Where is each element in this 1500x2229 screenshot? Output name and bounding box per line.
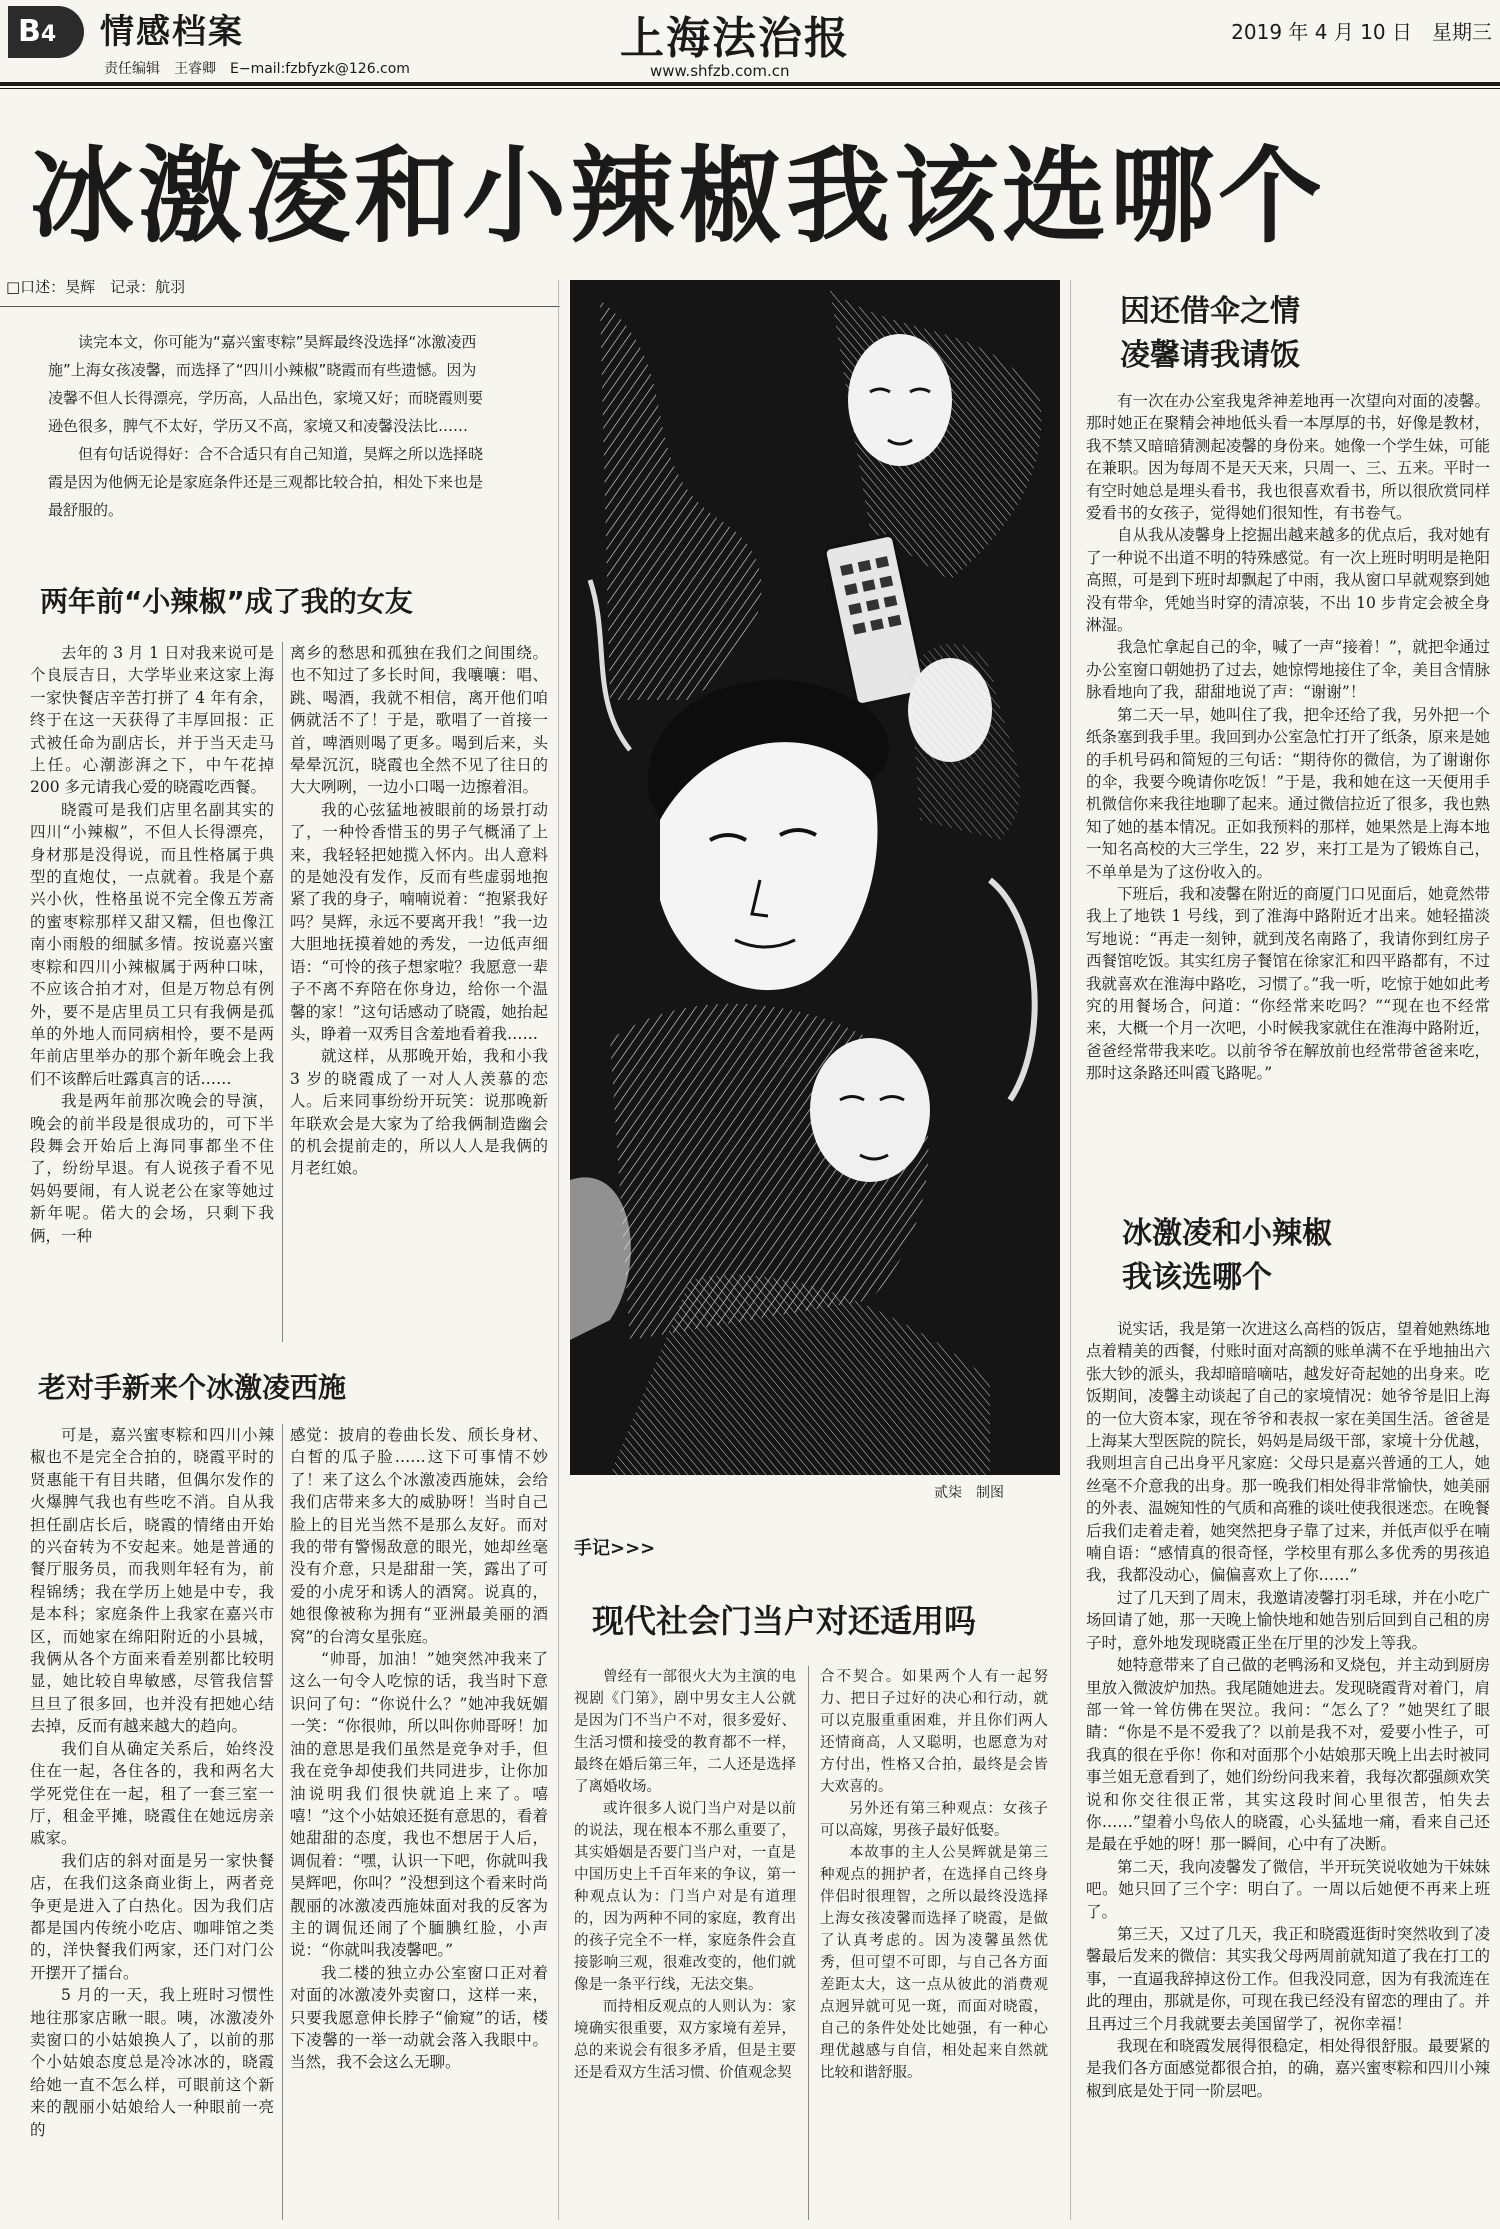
text-column	[1086, 1318, 1490, 2220]
intro-paragraph: 读完本文，你可能为“嘉兴蜜枣粽”昊辉最终没选择“冰激凌西施”上海女孩凌馨，而选择了“四川小辣椒”晓霞而有些遗憾。因为凌馨不但人长得漂亮，学历高，人品出色，家境又好；而晓霞则要逊色很多，脾气不太好，学历又不高，家境又和凌馨没法比……	[48, 333, 484, 435]
paragraph: 过了几天到了周末，我邀请凌馨打羽毛球，并在小吃广场回请了她，那一天晚上愉快地和她告别后回到自己租的房子时，意外地发现晓霞正坐在厅里的沙发上等我。	[1086, 1588, 1490, 1652]
paragraph: 去年的 3 月 1 日对我来说可是个良辰吉日，大学毕业来这家上海一家快餐店辛苦打拼了 4 年有余，终于在这一天获得了丰厚回报：正式被任命为副店长，并于当天走马上任。心潮澎湃之下，中午花掉 200 多元请我心爱的晓霞吃西餐。	[30, 644, 274, 797]
editor-line: 责任编辑 王睿卿 E−mail:fzbfyzk@126.com	[104, 61, 410, 77]
paragraph: 有一次在办公室我鬼斧神差地再一次望向对面的凌馨。那时她正在聚精会神地低头看一本厚厚的书，好像是教材，我不禁又暗暗猜测起凌馨的身份来。她像一个学生妹，可能在兼职。因为每周不是天天来，只周一、三、五来。平时一有空时她总是埋头看书，我也很喜欢看书，所以很欣赏同样爱看书的女孩子，觉得她们很知性，有书卷气。	[1086, 392, 1490, 523]
essay-kicker: 手记>>>	[574, 1538, 656, 1559]
paragraph: 下班后，我和凌馨在附近的商厦门口见面后，她竟然带我上了地铁 1 号线，到了淮海中路附近才出来。她轻描淡写地说：“再走一刻钟，就到茂名南路了，我请你到红房子西餐馆吃饭。其实红房子餐馆在徐家汇和四平路都有，不过我就喜欢在淮海中路吃，习惯了。”我一听，吃惊于她如此考究的用餐场合，问道：“你经常来吃吗？”“现在也不经常来，大概一个月一次吧，小时候我家就住在淮海中路附近，爸爸经常带我来吃。以前爷爷在解放前也经常带爸爸来吃，那时这条路还叫霞飞路呢。”	[1086, 884, 1490, 1083]
article-title: 冰激凌和小辣椒我该选哪个	[30, 135, 1327, 257]
paragraph: 本故事的主人公昊辉就是第三种观点的拥护者，在选择自己终身伴侣时很理智，之所以最终没选择上海女孩凌馨而选择了晓霞，是做了认真考虑的。因为凌馨虽然优秀，但可望不可即，与自己各方面差距太大，这一点从彼此的消费观点迥异就可见一斑，而面对晓霞，自己的条件处处比她强，有一种心理优越感与自信，相处起来自然就比较和谐舒服。	[820, 1845, 1048, 2081]
newspaper-url: www.shfzb.com.cn	[650, 62, 790, 80]
section-heading: 老对手新来个冰激凌西施	[38, 1371, 347, 1404]
column-divider	[1070, 280, 1071, 2220]
paragraph: 可是，嘉兴蜜枣粽和四川小辣椒也不是完全合拍的，晓霞平时的贤惠能干有目共睹，但偶尔发作的火爆脾气我也有些吃不消。自从我担任副店长后，晓霞的情绪由开始的兴奋转为不安起来。她是普通的餐厅服务员，而我则年轻有为，前程锦绣；我在学历上她是中专，我是本科；家庭条件上我家在嘉兴市区，而她家在绵阳附近的小县城，我俩从各个方面来看差别都比较明显，她比较自卑敏感，尽管我信誓旦旦了很多回，也并没有把她心结去掉，反而有越来越大的趋向。	[30, 1426, 274, 1736]
paragraph: 感觉：披肩的卷曲长发、颀长身材、白皙的瓜子脸……这下可事情不妙了！来了这么个冰激凌西施妹，会给我们店带来多大的威胁呀！当时自己脸上的目光当然不是那么友好。而对我的带有警惕敌意的眼光，她却丝毫没有介意，只是甜甜一笑，露出了可爱的小虎牙和诱人的酒窝。说真的，她很像被称为拥有“亚洲最美丽的酒窝”的台湾女星张庭。	[290, 1426, 548, 1646]
paragraph: 第二天一早，她叫住了我，把伞还给了我，另外把一个纸条塞到我手里。我回到办公室急忙打开了纸条，原来是她的手机号码和简短的三句话：“期待你的微信，为了谢谢你的伞，我要今晚请你吃饭！”于是，我和她在这一天便用手机微信你来我往地聊了起来。通过微信拉近了很多，我也熟知了她的基本情况。正如我预料的那样，她果然是上海本地一知名高校的大三学生，22 岁，来打工是为了锻炼自己，不单单是为了这份收入的。	[1086, 705, 1490, 881]
column-divider	[558, 280, 559, 2220]
illustration-art	[570, 280, 1060, 1475]
text-column	[30, 1424, 274, 2220]
essay-title: 现代社会门当户对还适用吗	[592, 1602, 977, 1640]
paragraph: 第二天，我向凌馨发了微信，半开玩笑说收她为干妹妹吧。她只回了三个字：明白了。一周以后她便不再来上班了。	[1086, 1857, 1490, 1921]
column-divider	[808, 1666, 809, 2220]
paragraph: 我们店的斜对面是另一家快餐店，在我们这条商业街上，两者竞争更是进入了白热化。因为我们店都是国内传统小吃店、咖啡馆之类的，洋快餐我们两家，还门对门公开摆开了擂台。	[30, 1851, 274, 1982]
page-number: 4	[40, 22, 57, 47]
section-heading: 因还借伞之情 凌馨请我请饭	[1120, 294, 1300, 373]
paragraph: 我们自从确定关系后，始终没住在一起，各住各的，我和两名大学死党住在一起，租了一套三室一厅，租金平摊，晓霞住在她远房亲戚家。	[30, 1739, 274, 1848]
paragraph: 另外还有第三种观点：女孩子可以高嫁，男孩子最好低娶。	[820, 1801, 1048, 1839]
paragraph: 就这样，从那晚开始，我和小我 3 岁的晓霞成了一对人人羡慕的恋人。后来同事纷纷开玩笑：说那晚新年联欢会是大家为了给我俩制造幽会的机会提前走的，所以人人是我俩的月老红娘。	[290, 1047, 548, 1178]
paragraph: 我急忙拿起自己的伞，喊了一声“接着！”，就把伞通过办公室窗口朝她扔了过去，她惊愕地接住了伞，美目含情脉脉看地向了我，甜甜地说了声：“谢谢”！	[1086, 638, 1490, 702]
section-title: 情感档案	[100, 12, 244, 52]
section-heading: 两年前“小辣椒”成了我的女友	[40, 585, 413, 618]
section-heading: 冰激凌和小辣椒 我该选哪个	[1122, 1216, 1332, 1295]
illustration-image	[570, 280, 1060, 1475]
column-divider	[282, 1424, 283, 2220]
byline-rule	[0, 306, 560, 307]
paragraph: 自从我从凌馨身上挖掘出越来越多的优点后，我对她有了一种说不出道不明的特殊感觉。有一次上班时明明是艳阳高照，可是到下班时却飘起了中雨，我从窗口早就观察到她没有带伞，凭她当时穿的清凉装，不出 10 步肯定会被全身淋湿。	[1086, 526, 1490, 635]
newspaper-logo: 上海法治报	[620, 13, 850, 64]
paragraph: 我二楼的独立办公室窗口正对着对面的冰激凌外卖窗口，这样一来，只要我愿意伸长脖子“偷窥”的话，楼下凌馨的一举一动就会落入我眼中。当然，我不会这么无聊。	[290, 1963, 548, 2072]
paragraph: 或许很多人说门当户对是以前的说法，现在根本不那么重要了，其实婚姻是否要门当户对，一直是中国历史上千百年来的争议，第一种观点认为：门当户对是有道理的，因为两种不同的家庭，教育出的孩子完全不一样，家庭条件会直接影响三观，很难改变的，他们就像是一条平行线，无法交集。	[574, 1801, 796, 1993]
paragraph: 第三天，又过了几天，我正和晓霞逛街时突然收到了凌馨最后发来的微信：其实我父母两周前就知道了我在打工的事，一直逼我辞掉这份工作。但我没同意，因为有我流连在此的理由，那就是你，可现在我已经没有留恋的理由了。并且再过三个月我就要去美国留学了，祝你幸福！	[1086, 1924, 1490, 2033]
text-column	[1086, 390, 1490, 1220]
paragraph: 5 月的一天，我上班时习惯性地往那家店瞅一眼。咦，冰激凌外卖窗口的小姑娘换人了，以前的那个小姑娘态度总是冷冰冰的，晓霞给她一直不怎么样，可眼前这个新来的靓丽小姑娘给人一种眼前一亮的	[30, 1986, 274, 2139]
essay-column	[574, 1666, 796, 2220]
paragraph: 她特意带来了自己做的老鸭汤和叉烧包，并主动到厨房里放入微波炉加热。我尾随她进去。发现晓霞背对着门，肩部一耸一耸仿佛在哭泣。我问：“怎么了？”她哭红了眼睛：“你是不是不爱我了？以前是我不对，爱要小性子，可我真的很在乎你！你和对面那个小姑娘那天晚上出去时被同事兰姐无意看到了，她们纷纷问我来着，我每次都强颜欢笑说和你交往很正常，其实这段时间心里很苦，怕失去你……”望着小鸟依人的晓霞，心头猛地一痛，看来自己还是最在乎她的呀！那一瞬间，心中有了决断。	[1086, 1656, 1490, 1854]
intro-paragraph: 但有句话说得好：合不合适只有自己知道，昊辉之所以选择晓霞是因为他俩无论是家庭条件还是三观都比较合拍，相处下来也是最舒服的。	[48, 445, 484, 519]
text-column	[30, 642, 274, 1342]
paragraph: 我是两年前那次晚会的导演，晚会的前半段是很成功的，可下半段舞会开始后上海同事都坐不住了，纷纷早退。有人说孩子看不见妈妈要闹，有人说老公在家等她过新年呢。偌大的会场，只剩下我俩，一种	[30, 1092, 274, 1245]
paragraph: 说实话，我是第一次进这么高档的饭店，望着她熟练地点着精美的西餐，付账时面对高额的账单满不在乎地抽出六张大钞的派头，我却暗暗嘀咕，越发好奇起她的出身来。吃饭期间，凌馨主动谈起了自己的家境情况：她爷爷是旧上海的一位大资本家，现在爷爷和表叔一家在美国生活。爸爸是上海某大型医院的院长，妈妈是局级干部，家境十分优越，我则坦言自己出身平凡家庭：父母只是嘉兴普通的工人，她丝毫不介意我的出身。那一晚我们相处得非常愉快，她美丽的外表、温婉知性的气质和高雅的谈吐使我很迷恋。在晚餐后我们走着走着，她突然把身子靠了过来，并低声似乎在喃喃自语：“感情真的很奇怪，学校里有那么多优秀的男孩追我，我都没动心，偏偏喜欢上了你……”	[1086, 1320, 1490, 1585]
byline: □口述：昊辉 记录：航羽	[6, 278, 186, 296]
text-column	[290, 642, 548, 1342]
column-divider	[282, 642, 283, 1342]
paragraph: 合不契合。如果两个人有一起努力、把日子过好的决心和行动，就可以克服重重困难，并且你们两人还情商高，人又聪明，也愿意为对方付出，性格又合拍，最终是会皆大欢喜的。	[820, 1669, 1048, 1795]
header-rule	[0, 82, 1500, 86]
paragraph: 离乡的愁思和孤独在我们之间围绕。也不知过了多长时间，我嚷嚷：唱、跳、喝酒，我就不相信，离开他们咱俩就活不了！于是，歌唱了一首接一首，啤酒则喝了更多。喝到后来，头晕晕沉沉，晓霞也全然不见了往日的大大咧咧，一边小口喝一边擦着泪。	[290, 644, 548, 797]
paragraph: 曾经有一部很火大为主演的电视剧《门第》，剧中男女主人公就是因为门不当户不对，很多爱好、生活习惯和接受的教育都不一样，最终在婚后第三年，二人还是选择了离婚收场。	[574, 1669, 796, 1795]
illustration-credit: 贰柒 制图	[934, 1485, 1004, 1501]
essay-column	[820, 1666, 1048, 2220]
text-column	[290, 1424, 548, 2220]
header-rule-thin	[0, 88, 1500, 89]
page-badge	[8, 6, 84, 58]
paragraph: 我的心弦猛地被眼前的场景打动了，一种怜香惜玉的男子气概涌了上来，我轻轻把她揽入怀内。出人意料的是她没有发作，反而有些虚弱地抱紧了我的身子，喃喃说着：“抱紧我好吗？昊辉，永远不要离开我！”我一边大胆地抚摸着她的秀发，一边低声细语：“可怜的孩子想家啦？我愿意一辈子不离不弃陪在你身边，给你一个温馨的家！”这句话感动了晓霞，她抬起头，睁着一双秀目含羞地看着我……	[290, 800, 548, 1043]
page-letter: B	[18, 14, 41, 49]
paragraph: “帅哥，加油！”她突然冲我来了这么一句令人吃惊的话，我当时下意识问了句：“你说什么？”她冲我妩媚一笑：“你很帅，所以叫你帅哥呀！加油的意思是我们虽然是竞争对手，但我在竞争却使我们共同进步，让你加油说明我们很快就追上来了。嘻嘻！”这个小姑娘还挺有意思的，看着她甜甜的态度，我也不想居于人后，调侃着：“嘿，认识一下吧，你就叫我昊辉吧，你叫？”没想到这个看来时尚靓丽的冰激凌西施妹面对我的反客为主的调侃还闹了个腼腆红脸，小声说：“你就叫我凌馨吧。”	[290, 1650, 548, 1960]
paragraph: 我现在和晓霞发展得很稳定，相处得很舒服。最要紧的是我们各方面感觉都很合拍，的确，嘉兴蜜枣粽和四川小辣椒到底是处于同一阶层吧。	[1086, 2037, 1490, 2100]
paragraph: 晓霞可是我们店里名副其实的四川“小辣椒”，不但人长得漂亮，身材那是没得说，而且性格属于典型的直炮仗，一点就着。我是个嘉兴小伙，性格虽说不完全像五芳斋的蜜枣粽那样又甜又糯，但也像江南小雨般的细腻多情。按说嘉兴蜜枣粽和四川小辣椒属于两种口味，不应该合拍才对，但是万物总有例外，要不是店里员工只有我俩是孤单的外地人而同病相怜，要不是两年前店里举办的那个新年晚会上我们不该醉后吐露真言的话……	[30, 800, 274, 1088]
article-intro	[48, 328, 486, 538]
paragraph: 而持相反观点的人则认为：家境确实很重要，双方家境有差异，总的来说会有很多矛盾，但是主要还是看双方生活习惯、价值观念契	[574, 1999, 796, 2081]
issue-date: 2019 年 4 月 10 日 星期三	[1231, 20, 1492, 44]
